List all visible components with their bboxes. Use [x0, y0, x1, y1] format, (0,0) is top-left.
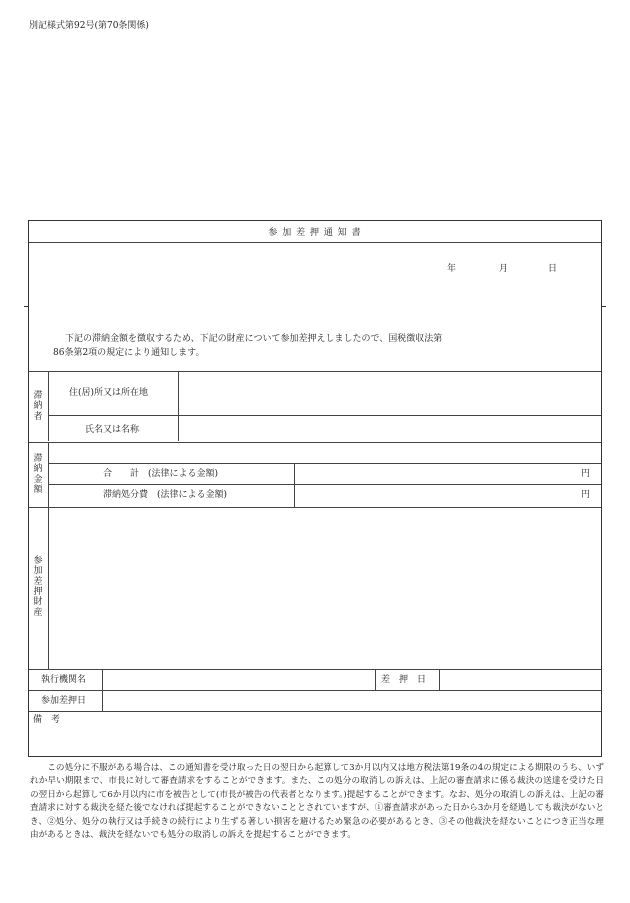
yen-unit-total: 円 [581, 469, 591, 479]
participation-date-label: 参加差押日 [41, 696, 87, 706]
divider [29, 669, 601, 670]
execution-agency-label: 執行機関名 [41, 675, 87, 685]
divider [178, 371, 179, 441]
total-label: 合 計 (法律による金額) [103, 469, 219, 479]
right-fold-mark [602, 306, 606, 307]
notice-form [28, 220, 602, 757]
divider [375, 669, 376, 690]
amount-vertical-label: 滞 納 金 額 [33, 454, 43, 496]
intro-line-2: 86条第2項の規定により通知します。 [53, 348, 205, 358]
divider [29, 371, 601, 372]
divider [294, 463, 295, 507]
remarks-label: 備 考 [33, 715, 61, 725]
divider [48, 415, 601, 416]
divider [29, 507, 601, 508]
left-fold-mark [24, 306, 28, 307]
date-month-label: 月 [499, 264, 509, 274]
intro-line-1: 下記の滞納金額を徴収するため、下記の財産について参加差押えしましたので、国税徴収法第 [65, 334, 443, 344]
divider [29, 690, 601, 691]
yen-unit-fees: 円 [581, 490, 591, 500]
appeal-notice: この処分に不服がある場合は、この通知書を受け取った日の翌日から起算して3か月以内又は地方税法第19条の4の規定による期限のうち、いずれか早い期限まで、市長に対して審査請求をすることができます。また、この処分の取消しの訴えは、上記の審査請求に係る裁決の送達を受けた日の翌日から起算して6か月以内に市を被告として(市長が被告の代表者となります。)提起することができます。なお、処分の取消しの訴えは、上記の審査請求に対する裁決を経た後でなければ提起することができないこととされていますが、①審査請求があった日から3か月を経過しても裁決がないとき、②処分、処分の執行又は手続きの続行により生ずる著しい損害を避けるため緊急の必要があるとき、③その他裁決を経ないことにつき正当な理由があるときは、裁決を経ないでも処分の取消しの訴えを提起することができます。 [30, 763, 604, 841]
divider [48, 463, 601, 464]
name-label: 氏名又は名称 [85, 425, 140, 435]
fees-label: 滞納処分費 (法律による金額) [103, 490, 228, 500]
delinquent-vertical-label: 滞 納 者 [33, 391, 43, 422]
date-day-label: 日 [548, 264, 558, 274]
form-title: 参 加 差 押 通 知 書 [268, 228, 362, 238]
date-year-label: 年 [447, 264, 457, 274]
divider [48, 484, 601, 485]
form-number: 別記様式第92号(第70条関係) [29, 21, 149, 31]
divider [29, 711, 601, 712]
divider [48, 371, 49, 441]
divider [439, 669, 440, 690]
divider [48, 507, 49, 669]
address-label: 住(居)所又は所在地 [69, 388, 149, 398]
property-vertical-label: 参 加 差 押 財 産 [33, 556, 43, 618]
seizure-date-label: 差 押 日 [381, 675, 427, 685]
divider [29, 442, 601, 443]
divider [48, 442, 49, 507]
title-divider [29, 242, 601, 243]
